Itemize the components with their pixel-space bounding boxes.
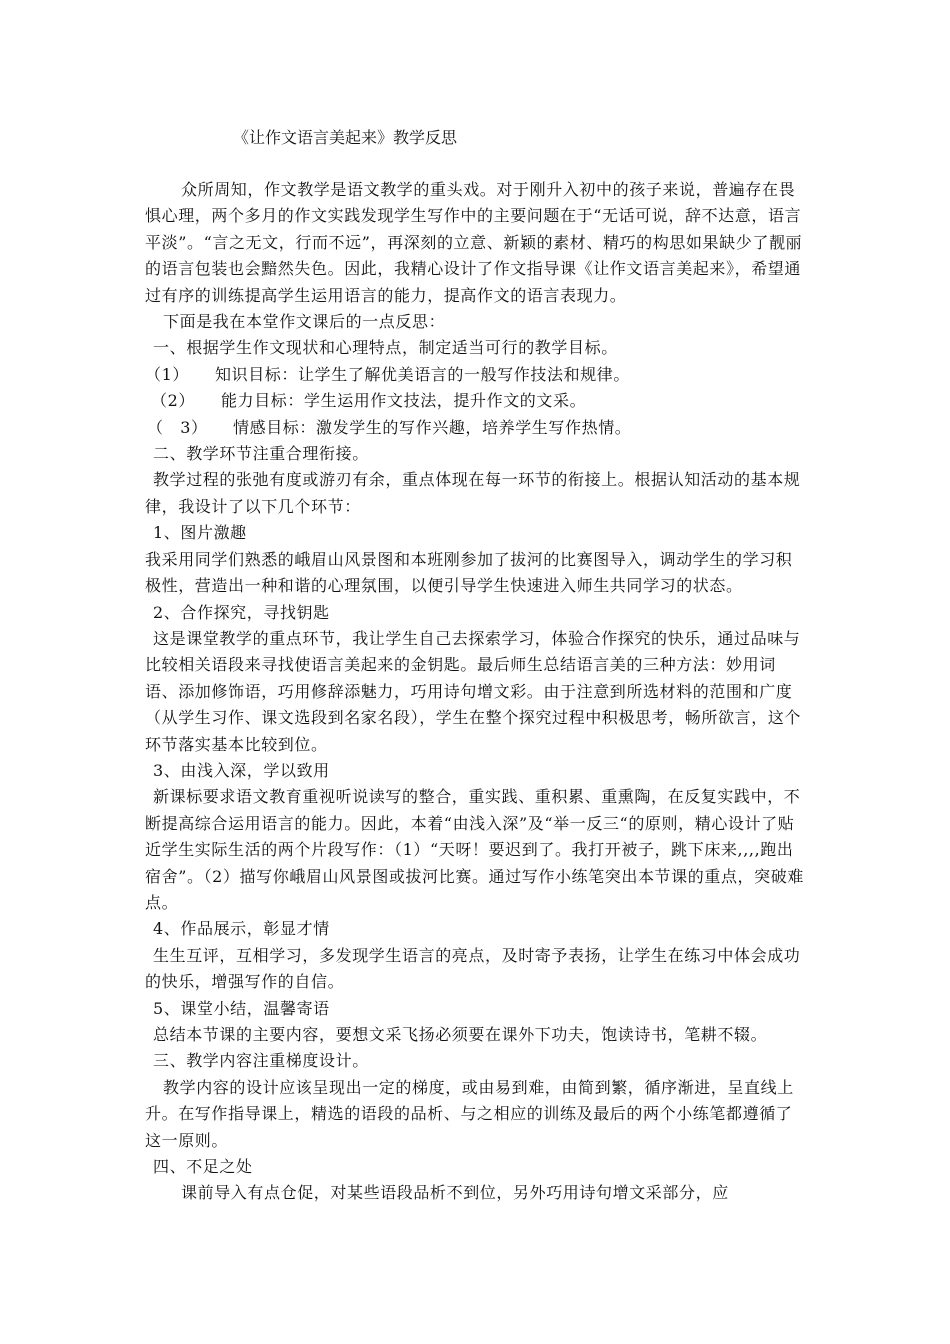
intro-paragraph: 众所周知，作文教学是语文教学的重头戏。对于刚升入初中的孩子来说，普遍存在畏惧心理，两个多月的作文实践发现学生写作中的主要问题在于“无话可说，辞不达意，语言平淡”。“言之无文，行而不远”，再深刻的立意、新颖的素材、精巧的构思如果缺少了靓丽的语言包装也会黯然失色。因此，我精心设计了作文指导课《让作文语言美起来》，希望通过有序的训练提高学生运用语言的能力，提高作文的语言表现力。 <box>145 180 803 305</box>
objective-number: （2） <box>151 391 195 411</box>
objective-item <box>145 415 807 441</box>
step-body: 生生互评，互相学习，多发现学生语言的亮点，及时寄予表扬，让学生在练习中体会成功的快乐，增强写作的自信。 <box>145 945 801 992</box>
section-2-heading: 二、教学环节注重合理衔接。 <box>153 444 369 464</box>
objective-number: （ 3） <box>147 417 208 437</box>
document-title: 《让作文语言美起来》教学反思 <box>232 128 457 147</box>
step-heading: 3、由浅入深，学以致用 <box>153 760 330 780</box>
objective-text: 情感目标：激发学生的写作兴趣，培养学生写作热情。 <box>233 417 632 437</box>
objective-text: 知识目标：让学生了解优美语言的一般写作技法和规律。 <box>215 364 631 384</box>
section-2-intro: 教学过程的张弛有度或游刃有余，重点体现在每一环节的衔接上。根据认知活动的基本规律，我设计了以下几个环节： <box>145 470 801 516</box>
section-4-heading: 四、不足之处 <box>153 1157 253 1177</box>
section-3-heading: 三、教学内容注重梯度设计。 <box>153 1051 369 1071</box>
step-body: 总结本节课的主要内容，要想文采飞扬必须要在课外下功夫，饱读诗书，笔耕不辍。 <box>153 1025 768 1044</box>
step-heading: 5、课堂小结，温馨寄语 <box>153 998 330 1018</box>
section-1-heading: 一、根据学生作文现状和心理特点，制定适当可行的教学目标。 <box>153 338 618 358</box>
reflection-lead: 下面是我在本堂作文课后的一点反思： <box>163 312 446 332</box>
step-heading: 2、合作探究，寻找钥匙 <box>153 602 330 622</box>
document-body <box>145 177 807 1207</box>
section-4-body: 课前导入有点仓促，对某些语段品析不到位，另外巧用诗句增文采部分，应 <box>181 1183 729 1203</box>
step-heading: 1、图片激趣 <box>153 523 247 543</box>
step-body: 我采用同学们熟悉的峨眉山风景图和本班刚参加了拔河的比赛图导入，调动学生的学习积极性，营造出一种和谐的心理氛围，以便引导学生快速进入师生共同学习的状态。 <box>145 549 793 596</box>
objective-text: 能力目标：学生运用作文技法，提升作文的文采。 <box>221 391 587 411</box>
section-3-body: 教学内容的设计应该呈现出一定的梯度，或由易到难，由简到繁，循序渐进，呈直线上升。在写作指导课上，精选的语段的品析、与之相应的训练及最后的两个小练笔都遵循了这一原则。 <box>145 1077 794 1150</box>
objective-item <box>145 388 807 414</box>
step-body: 这是课堂教学的重点环节，我让学生自己去探索学习，体验合作探究的快乐，通过品味与比较相关语段来寻找使语言美起来的金钥匙。最后师生总结语言美的三种方法：妙用词语、添加修饰语，巧用修辞添魅力，巧用诗句增文彩。由于注意到所选材料的范围和广度（从学生习作、课文选段到名家名段），学生在整个探究过程中积极思考，畅所欲言，这个环节落实基本比较到位。 <box>145 628 802 754</box>
step-body: 新课标要求语文教育重视听说读写的整合，重实践、重积累、重熏陶，在反复实践中，不断提高综合运用语言的能力。因此，本着“由浅入深”及“举一反三“的原则，精心设计了贴近学生实际生活的两个片段写作：（1）“天呀！要迟到了。我打开被子，跳下床来,,,,跑出宿舍”。（2）描写你峨眉山风景图或拔河比赛。通过写作小练笔突出本节课的重点，突破难点。 <box>145 787 804 912</box>
objective-item <box>145 362 807 388</box>
step-heading: 4、作品展示，彰显才情 <box>153 919 330 939</box>
objective-number: （1） <box>145 364 189 384</box>
